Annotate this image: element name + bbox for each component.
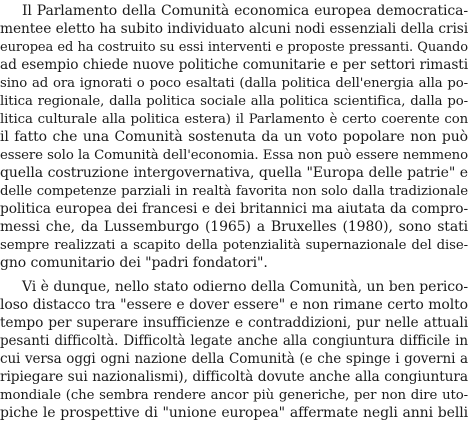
text-line: delle competenze parziali in realtà favorita non solo dalla tradizionale <box>0 184 468 199</box>
text-line: sino ad ora ignorati o poco esaltati (dalla politica dell'energia alla po- <box>0 76 468 91</box>
text-line: litica regionale, dalla politica sociale alla politica scientifica, dalla po- <box>0 94 468 109</box>
text-line: cui versa oggi ogni nazione della Comunità (e che spinge i governi a <box>0 351 468 367</box>
text-line <box>0 278 468 297</box>
text-line: sempre realizzati a scapito della potenzialità supernazionale del dise- <box>0 238 468 253</box>
paragraph-2-line-1: Vi è dunque, nello stato odierno della Comunità, un ben perico- <box>22 279 468 295</box>
paragraph-1-line-1a: Il Parlamento della Comunità economica europea democratica- <box>22 3 468 19</box>
text-line: tempo per superare insufficienze e contraddizioni, pur nelle attuali <box>0 315 468 331</box>
text-line: gno comunitario dei "padri fondatori". <box>0 255 268 271</box>
text-line: pesanti difficoltà. Difficoltà legate anche alla congiuntura difficile in <box>0 333 468 349</box>
text-line: mentee eletto ha subito individuato alcuni nodi essenziali della crisi <box>0 21 468 37</box>
text-line: il fatto che una Comunità sostenuta da un voto popolare non può <box>0 129 468 145</box>
text-line: litica culturale alla politica estera) il Parlamento è certo coerente con <box>0 112 468 127</box>
text-line: ad esempio chiede nuove politiche comunitarie e per settori rimasti <box>0 57 468 73</box>
text-line: mondiale (che sembra rendere ancor più generiche, per non dire uto- <box>0 388 468 403</box>
text-line <box>0 2 468 21</box>
text-line: politica europea dei francesi e dei britannici ma aiutata da compro- <box>0 201 468 217</box>
text-line: essere solo la Comunità dell'economia. Essa non può essere nemmeno <box>0 148 468 163</box>
text-line: piche le prospettive di "unione europea" affermate negli anni belli <box>0 405 468 421</box>
text-line: europea ed ha costruito su essi interventi e proposte pressanti. Quando <box>0 40 468 55</box>
text-line: ripiegare sui nazionalismi), difficoltà dovute anche alla congiuntura <box>0 369 468 385</box>
text-line: quella costruzione intergovernativa, quella "Europa delle patrie" e <box>0 165 468 181</box>
text-line: loso distacco tra "essere e dover essere" e non rimane certo molto <box>0 297 468 313</box>
text-line: messi che, da Lussemburgo (1965) a Bruxelles (1980), sono stati <box>0 219 468 235</box>
